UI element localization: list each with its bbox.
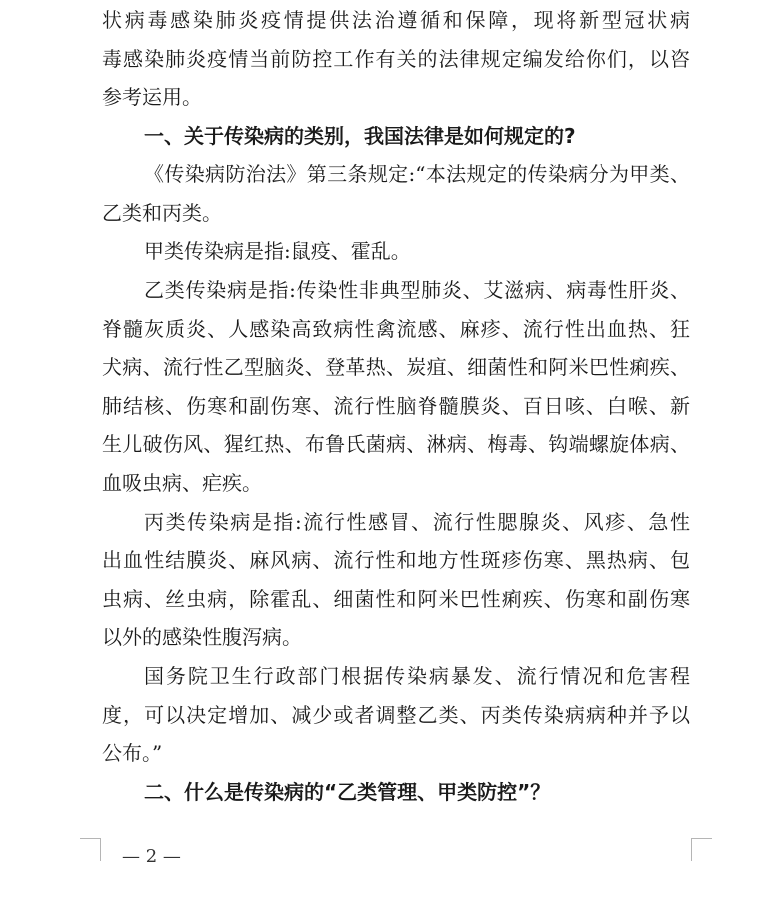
paragraph-line: 公布。” xyxy=(102,741,163,765)
paragraph-line: 度，可以决定增加、减少或者调整乙类、丙类传染病病种并予以 xyxy=(102,703,690,727)
paragraph-line: 乙类和丙类。 xyxy=(102,201,222,225)
paragraph-line: 以外的感染性腹泻病。 xyxy=(102,625,302,649)
paragraph-line: 毒感染肺炎疫情当前防控工作有关的法律规定编发给你们，以咨 xyxy=(102,47,690,71)
paragraph-line: 出血性结膜炎、麻风病、流行性和地方性斑疹伤寒、黑热病、包 xyxy=(102,548,690,572)
paragraph-line: 乙类传染病是指:传染性非典型肺炎、艾滋病、病毒性肝炎、 xyxy=(144,278,690,302)
paragraph-line: 血吸虫病、疟疾。 xyxy=(102,471,262,495)
paragraph-line: 脊髓灰质炎、人感染高致病性禽流感、麻疹、流行性出血热、狂 xyxy=(102,317,690,341)
section-heading-1: 一、关于传染病的类别，我国法律是如何规定的? xyxy=(144,124,576,148)
paragraph-line: 《传染病防治法》第三条规定:“本法规定的传染病分为甲类、 xyxy=(144,162,690,186)
section-heading-2: 二、什么是传染病的“乙类管理、甲类防控”？ xyxy=(144,780,551,804)
paragraph-line: 肺结核、伤寒和副伤寒、流行性脑脊髓膜炎、百日咳、白喉、新 xyxy=(102,394,690,418)
paragraph-line: 虫病、丝虫病，除霍乱、细菌性和阿米巴性痢疾、伤寒和副伤寒 xyxy=(102,587,690,611)
paragraph-line: 犬病、流行性乙型脑炎、登革热、炭疽、细菌性和阿米巴性痢疾、 xyxy=(102,355,690,379)
paragraph-line: 状病毒感染肺炎疫情提供法治遵循和保障，现将新型冠状病 xyxy=(102,8,690,32)
paragraph-line: 丙类传染病是指:流行性感冒、流行性腮腺炎、风疹、急性 xyxy=(144,510,690,534)
page-corner-mark-right xyxy=(691,838,712,861)
page-number: — 2 — xyxy=(122,846,181,867)
paragraph-line: 甲类传染病是指:鼠疫、霍乱。 xyxy=(144,239,411,263)
paragraph-line: 国务院卫生行政部门根据传染病暴发、流行情况和危害程 xyxy=(144,664,690,688)
paragraph-line: 生儿破伤风、猩红热、布鲁氏菌病、淋病、梅毒、钩端螺旋体病、 xyxy=(102,432,690,456)
page-corner-mark-left xyxy=(80,838,101,861)
paragraph-line: 参考运用。 xyxy=(102,85,202,109)
